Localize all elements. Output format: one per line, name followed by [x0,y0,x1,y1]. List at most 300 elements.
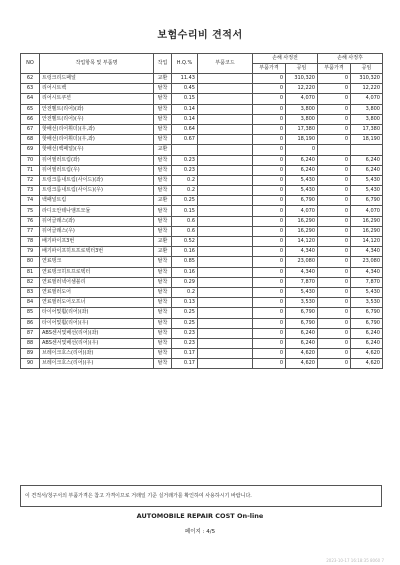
row-part-price-before: 0 [253,94,286,104]
row-part-code [198,145,253,155]
row-labor-after: 6,240 [351,155,383,165]
row-hq: 0.52 [172,237,198,247]
row-labor-after: 14,120 [351,237,383,247]
row-labor-after: 3,530 [351,298,383,308]
row-no: 71 [21,165,40,175]
row-work: 탈착 [154,349,172,359]
row-work: 탈착 [154,186,172,196]
row-work: 탈착 [154,257,172,267]
table-body [21,74,383,369]
table-row [21,359,383,369]
row-no: 72 [21,175,40,185]
row-part-code [198,124,253,134]
row-labor-before: 6,240 [286,155,318,165]
row-hq: 0.45 [172,84,198,94]
row-part-price-before: 0 [253,145,286,155]
row-no: 76 [21,216,40,226]
row-item: ABS센서및배선(리어)(우) [40,338,154,348]
row-labor-before: 3,800 [286,104,318,114]
row-item: 브레이크호스(리어)(우) [40,359,154,369]
table-row [21,349,383,359]
row-work: 교환 [154,247,172,257]
row-labor-before: 6,240 [286,328,318,338]
row-work: 탈착 [154,206,172,216]
row-item: 연료탱크히트프로텍터 [40,267,154,277]
row-labor-after: 4,070 [351,206,383,216]
document-title: 보험수리비 견적서 [157,30,243,41]
row-item: 연료필러도어 [40,287,154,297]
table-row [21,257,383,267]
row-part-price-before: 0 [253,257,286,267]
row-labor-before: 16,290 [286,226,318,236]
row-work: 탈착 [154,328,172,338]
row-no: 69 [21,145,40,155]
row-hq: 0.29 [172,277,198,287]
row-part-code [198,338,253,348]
row-item: 뒤어글래스(우) [40,226,154,236]
row-work: 교환 [154,145,172,155]
row-no: 85 [21,308,40,318]
table-row [21,308,383,318]
row-part-code [198,328,253,338]
row-no: 65 [21,104,40,114]
row-no: 89 [21,349,40,359]
row-hq: 0.2 [172,175,198,185]
row-part-price-before: 0 [253,186,286,196]
row-part-price-before: 0 [253,74,286,84]
row-hq: 0.23 [172,328,198,338]
row-part-code [198,349,253,359]
page-number: 페이지 : 4/5 [184,529,216,535]
row-labor-before: 5,430 [286,287,318,297]
row-part-price-before: 0 [253,124,286,134]
row-work: 탈착 [154,155,172,165]
row-part-price-after: 0 [318,206,351,216]
row-part-price-before: 0 [253,308,286,318]
row-part-price-after: 0 [318,216,351,226]
table-row [21,165,383,175]
row-part-price-after: 0 [318,155,351,165]
row-part-code [198,74,253,84]
row-labor-before: 3,530 [286,298,318,308]
row-no: 66 [21,114,40,124]
row-hq: 0.6 [172,226,198,236]
row-hq: 0.6 [172,216,198,226]
row-work: 탈착 [154,338,172,348]
price-notice: 이 견적서/청구서의 부품가격은 참고 가격이므로 거래일 기준 실거래가를 확인하여 사용하시기 바랍니다. [20,485,382,507]
row-part-price-after: 0 [318,94,351,104]
row-hq: 0.85 [172,257,198,267]
row-no: 79 [21,247,40,257]
row-part-price-before: 0 [253,216,286,226]
row-part-price-before: 0 [253,104,286,114]
row-labor-after: 16,290 [351,226,383,236]
row-item: 안전벨트(리어)(좌) [40,104,154,114]
row-labor-before: 4,070 [286,94,318,104]
header-labor-after: 공임 [351,64,383,74]
row-part-code [198,196,253,206]
row-no: 84 [21,298,40,308]
row-hq: 0.16 [172,247,198,257]
row-part-price-before: 0 [253,318,286,328]
row-labor-before: 310,320 [286,74,318,84]
row-part-code [198,359,253,369]
header-before-adjustment: 손해 사정전 [253,54,318,64]
row-item: 뒤어글래스(좌) [40,216,154,226]
row-item: 뒤어필러트림(우) [40,165,154,175]
row-part-code [198,247,253,257]
table-row [21,277,383,287]
row-work: 탈착 [154,175,172,185]
row-labor-before: 23,080 [286,257,318,267]
row-part-price-after: 0 [318,298,351,308]
row-work: 탈착 [154,165,172,175]
header-after-adjustment: 손해 사정후 [318,54,383,64]
row-labor-before: 6,240 [286,165,318,175]
row-part-price-before: 0 [253,267,286,277]
row-item: 배기파이프3번 [40,237,154,247]
row-labor-after: 4,620 [351,349,383,359]
row-item: 타이어및휠(리어)(우) [40,318,154,328]
row-part-code [198,94,253,104]
row-item: 연료탱크 [40,257,154,267]
row-part-code [198,186,253,196]
row-item: 트렁크룸내트림(사이드)(좌) [40,175,154,185]
row-part-code [198,257,253,267]
row-item: 핫배선(리어휘더)(우,좌) [40,135,154,145]
row-no: 70 [21,155,40,165]
row-item: 타이어및휠(리어)(좌) [40,308,154,318]
row-work: 탈착 [154,287,172,297]
row-no: 86 [21,318,40,328]
header-no: NO [21,54,40,74]
row-part-code [198,114,253,124]
row-labor-before: 5,430 [286,186,318,196]
row-work: 탈착 [154,94,172,104]
row-part-price-before: 0 [253,328,286,338]
row-part-price-before: 0 [253,135,286,145]
row-labor-before: 6,790 [286,196,318,206]
row-labor-after: 16,290 [351,216,383,226]
row-part-price-after: 0 [318,104,351,114]
row-item: 연료필러넥어셈블리 [40,277,154,287]
row-no: 75 [21,206,40,216]
row-hq: 0.23 [172,165,198,175]
row-part-price-after: 0 [318,287,351,297]
row-labor-before: 16,290 [286,216,318,226]
header-hq: H.Q.% [172,54,198,74]
row-no: 73 [21,186,40,196]
table-row [21,135,383,145]
row-part-price-after [318,145,351,155]
row-part-price-before: 0 [253,165,286,175]
row-no: 82 [21,277,40,287]
header-part-code: 부품코드 [198,54,253,74]
row-hq: 0.15 [172,94,198,104]
row-part-price-after: 0 [318,247,351,257]
row-part-price-after: 0 [318,308,351,318]
table-row [21,124,383,134]
row-no: 67 [21,124,40,134]
row-labor-after: 5,430 [351,175,383,185]
row-part-price-after: 0 [318,318,351,328]
row-hq: 11.43 [172,74,198,84]
table-row [21,338,383,348]
row-labor-before: 4,340 [286,247,318,257]
row-part-price-before: 0 [253,247,286,257]
row-part-price-after: 0 [318,237,351,247]
row-work: 교환 [154,196,172,206]
row-item: 핫배선(리어휘더)(우,좌) [40,124,154,134]
row-work: 탈착 [154,84,172,94]
row-hq: 0.25 [172,308,198,318]
row-hq: 0.23 [172,155,198,165]
row-hq: 0.23 [172,338,198,348]
row-labor-before: 6,790 [286,308,318,318]
row-labor-after: 5,430 [351,186,383,196]
row-labor-after: 4,340 [351,247,383,257]
row-no: 88 [21,338,40,348]
row-labor-before: 18,190 [286,135,318,145]
row-part-price-before: 0 [253,298,286,308]
table-row [21,186,383,196]
table-row [21,104,383,114]
print-timestamp: 2023-10-17 16:18:35 8060 7 [326,558,384,563]
row-labor-before: 14,120 [286,237,318,247]
row-part-price-before: 0 [253,277,286,287]
row-labor-after: 6,790 [351,318,383,328]
row-item: 백패널트림 [40,196,154,206]
row-part-code [198,175,253,185]
row-work: 교환 [154,74,172,84]
row-part-price-after: 0 [318,338,351,348]
row-labor-after: 6,240 [351,165,383,175]
table-row [21,226,383,236]
row-item: 핫배선(백패널)(우) [40,145,154,155]
row-hq: 0.25 [172,196,198,206]
row-hq: 0.14 [172,114,198,124]
row-item: 리어시트쿠션 [40,94,154,104]
row-item: 연료필러도어오프너 [40,298,154,308]
header-labor-before: 공임 [286,64,318,74]
row-part-price-after: 0 [318,124,351,134]
header-part-price-before: 부품가격 [253,64,286,74]
row-part-price-after: 0 [318,84,351,94]
row-labor-before: 3,800 [286,114,318,124]
row-part-code [198,298,253,308]
row-hq: 0.17 [172,359,198,369]
row-part-price-after: 0 [318,226,351,236]
estimate-table [20,53,383,369]
row-labor-before: 4,070 [286,206,318,216]
row-work: 탈착 [154,308,172,318]
row-part-price-after: 0 [318,114,351,124]
row-part-price-before: 0 [253,155,286,165]
row-part-price-before: 0 [253,237,286,247]
row-no: 63 [21,84,40,94]
row-part-code [198,206,253,216]
table-row [21,145,383,155]
table-row [21,206,383,216]
row-item: 뒤어필러트림(좌) [40,155,154,165]
table-row [21,74,383,84]
header-work: 작업 [154,54,172,74]
row-labor-before: 4,620 [286,359,318,369]
row-part-price-after: 0 [318,165,351,175]
row-labor-after: 3,800 [351,114,383,124]
row-part-price-after: 0 [318,349,351,359]
row-part-price-before: 0 [253,359,286,369]
row-work: 탈착 [154,216,172,226]
row-work: 교환 [154,237,172,247]
row-hq: 0.2 [172,186,198,196]
row-labor-before: 5,430 [286,175,318,185]
table-row [21,114,383,124]
row-part-price-before: 0 [253,287,286,297]
row-hq: 0.13 [172,298,198,308]
row-part-code [198,308,253,318]
row-part-price-before: 0 [253,206,286,216]
row-part-code [198,237,253,247]
row-part-price-after: 0 [318,257,351,267]
table-row [21,287,383,297]
row-labor-after: 23,080 [351,257,383,267]
row-part-price-before: 0 [253,175,286,185]
table-row [21,196,383,206]
row-labor-before: 12,220 [286,84,318,94]
row-labor-after [351,145,383,155]
row-work: 탈착 [154,318,172,328]
row-work: 탈착 [154,226,172,236]
table-row [21,94,383,104]
row-labor-after: 6,790 [351,308,383,318]
row-labor-after: 5,430 [351,287,383,297]
row-part-code [198,318,253,328]
row-part-price-after: 0 [318,267,351,277]
table-row [21,155,383,165]
row-labor-after: 6,240 [351,338,383,348]
row-part-code [198,135,253,145]
header-part-price-after: 부품가격 [318,64,351,74]
row-item: ABS센서및배선(리어)(좌) [40,328,154,338]
row-hq [172,145,198,155]
row-no: 77 [21,226,40,236]
row-part-code [198,287,253,297]
row-hq: 0.14 [172,104,198,114]
row-labor-before: 7,870 [286,277,318,287]
row-part-code [198,267,253,277]
row-part-price-after: 0 [318,175,351,185]
table-row [21,267,383,277]
table-row [21,237,383,247]
row-part-price-after: 0 [318,135,351,145]
row-no: 74 [21,196,40,206]
row-labor-after: 17,380 [351,124,383,134]
row-no: 80 [21,257,40,267]
row-hq: 0.17 [172,349,198,359]
row-item: 안전벨트(리어)(우) [40,114,154,124]
row-part-price-before: 0 [253,338,286,348]
row-work: 탈착 [154,104,172,114]
row-part-price-before: 0 [253,349,286,359]
row-hq: 0.64 [172,124,198,134]
row-hq: 0.16 [172,267,198,277]
row-work: 탈착 [154,135,172,145]
row-part-code [198,226,253,236]
row-no: 87 [21,328,40,338]
row-work: 탈착 [154,124,172,134]
row-item: 리어시트백 [40,84,154,94]
row-part-price-after: 0 [318,328,351,338]
row-part-price-before: 0 [253,196,286,206]
row-part-price-after: 0 [318,196,351,206]
row-no: 64 [21,94,40,104]
row-no: 83 [21,287,40,297]
row-labor-before: 6,240 [286,338,318,348]
row-labor-after: 7,870 [351,277,383,287]
row-labor-before: 0 [286,145,318,155]
row-hq: 0.67 [172,135,198,145]
row-labor-after: 310,320 [351,74,383,84]
row-part-code [198,84,253,94]
row-labor-before: 17,380 [286,124,318,134]
row-part-price-after: 0 [318,359,351,369]
row-no: 81 [21,267,40,277]
row-part-code [198,277,253,287]
table-row [21,175,383,185]
row-item: 브레이크호스(리어)(좌) [40,349,154,359]
row-hq: 0.15 [172,206,198,216]
row-labor-after: 6,240 [351,328,383,338]
row-part-price-before: 0 [253,226,286,236]
row-part-price-after: 0 [318,74,351,84]
table-row [21,84,383,94]
row-item: 라디오안테나앰프모듈 [40,206,154,216]
row-labor-after: 4,340 [351,267,383,277]
row-labor-after: 12,220 [351,84,383,94]
row-part-code [198,216,253,226]
row-no: 90 [21,359,40,369]
row-item: 배기파이프히트프로텍터3번 [40,247,154,257]
row-no: 78 [21,237,40,247]
row-part-price-after: 0 [318,186,351,196]
row-no: 62 [21,74,40,84]
row-labor-before: 4,340 [286,267,318,277]
table-row [21,328,383,338]
row-part-price-before: 0 [253,84,286,94]
row-labor-before: 6,790 [286,318,318,328]
row-work: 탈착 [154,359,172,369]
row-item: 트렁크룸내트림(사이드)(우) [40,186,154,196]
row-work: 탈착 [154,298,172,308]
table-row [21,298,383,308]
row-part-code [198,165,253,175]
row-no: 68 [21,135,40,145]
table-row [21,318,383,328]
row-part-price-before: 0 [253,114,286,124]
row-item: 트렁크리드패널 [40,74,154,84]
row-part-price-after: 0 [318,277,351,287]
table-row [21,216,383,226]
row-hq: 0.2 [172,287,198,297]
row-labor-before: 4,620 [286,349,318,359]
header-item: 작업항목 및 부품명 [40,54,154,74]
row-part-code [198,104,253,114]
row-labor-after: 18,190 [351,135,383,145]
table-row [21,247,383,257]
row-labor-after: 6,790 [351,196,383,206]
row-work: 탈착 [154,267,172,277]
